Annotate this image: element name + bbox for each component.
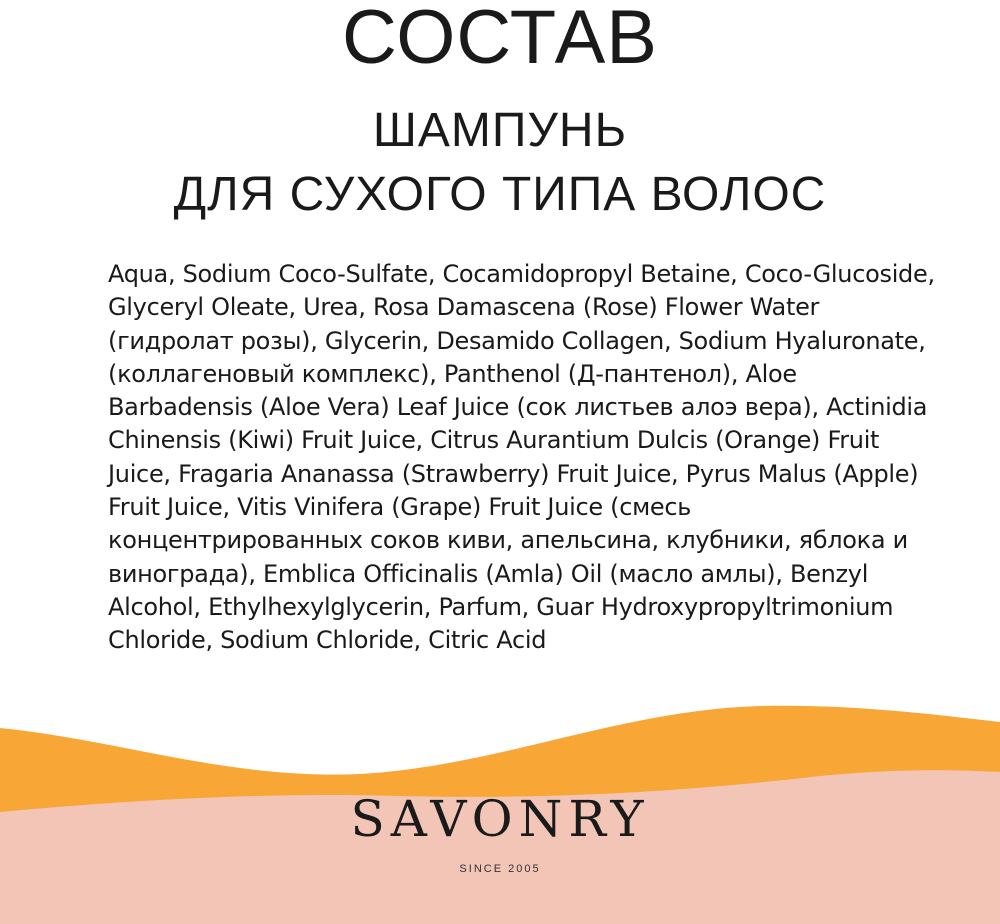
page-title: СОСТАВ bbox=[342, 0, 658, 80]
brand-logo: SAVONRY bbox=[350, 790, 650, 848]
product-type: ДЛЯ СУХОГО ТИПА ВОЛОС bbox=[173, 168, 827, 221]
ingredients-list: Aqua, Sodium Coco-Sulfate, Cocamidopropyl Betaine, Coco-Glucoside, Glyceryl Oleate, Urea, Rosa Damascena (Rose) Flower Water (гидролат розы), Glycerin, Desamido Collagen, Sodium Hyaluronate, (коллагеновый комплекс), Panthenol (Д-пантенол), Aloe Barbadensis (Aloe Vera) Leaf Juice (сок листьев алоэ вера), Actinidia Chinensis (Kiwi) Fruit Juice, Citrus Aurantium Dulcis (Orange) Fruit Juice, Fragaria Ananassa (Strawberry) Fruit Juice, Pyrus Malus (Apple) Fruit Juice, Vitis Vinifera (Grape) Fruit Juice (смесь концентрированных соков киви, апельсина, клубники, яблока и винограда), Emblica Officinalis (Amla) Oil (масло амлы), Benzyl Alcohol, Ethylhexylglycerin, Parfum, Guar Hydroxypropyltrimonium Chloride, Sodium Chloride, Citric Acid bbox=[108, 260, 935, 655]
brand-since: SINCE 2005 bbox=[459, 863, 541, 875]
product-name: ШАМПУНЬ bbox=[372, 104, 628, 157]
